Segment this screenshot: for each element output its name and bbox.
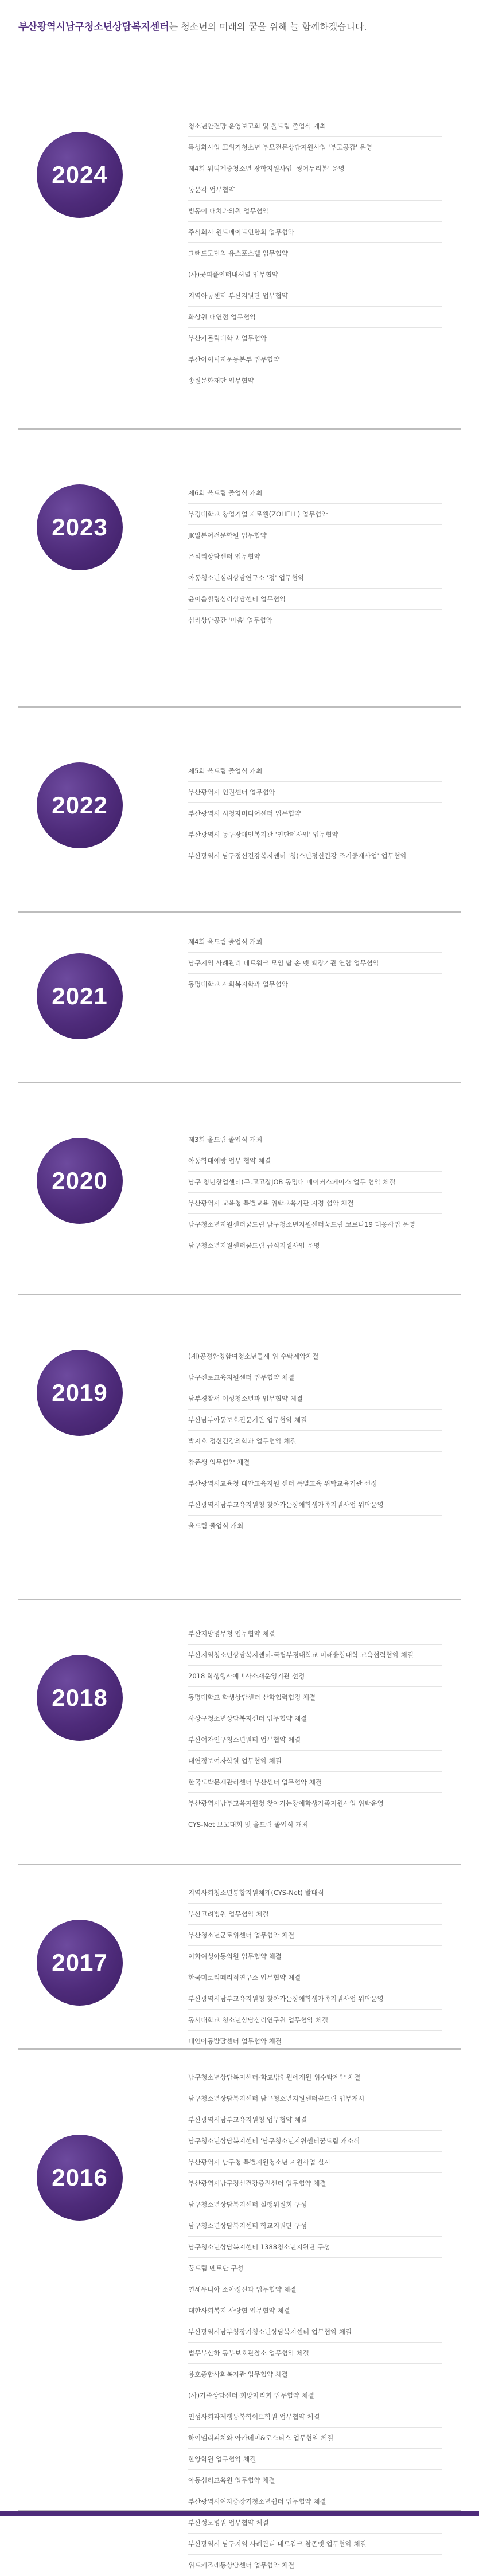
history-item: 제5회 올드림 졸업식 개최 xyxy=(188,761,442,782)
year-badge: 2023 xyxy=(37,484,123,570)
history-item: 동명대학교 사회복지학과 업무협약 xyxy=(188,980,288,988)
history-item: 남구청소년상담복지센터 학교지원단 구성 xyxy=(188,2215,442,2237)
history-item: 연세우니아 소아정신과 업무협약 체결 xyxy=(188,2279,442,2300)
history-item: 병동이 대치과의원 업무협약 xyxy=(188,201,442,222)
history-item: 부산광역시남부교육지원청 찾아가는장애학생가족지원사업 위탁운영 xyxy=(188,1494,442,1516)
history-item: 제3회 올드림 졸업식 개최 xyxy=(188,1129,442,1150)
year-section-2017 xyxy=(18,1865,461,2050)
history-list xyxy=(188,1623,442,1835)
history-list xyxy=(188,1129,442,1256)
history-item: 제6회 올드림 졸업식 개최 xyxy=(188,483,442,504)
history-item: 법무부산하 동부보호관찰소 업무협약 체결 xyxy=(188,2343,442,2364)
history-item: 남구 청년창업센터(구.고고잡JOB 동명대 메이커스페이스 업무 협약 체결 xyxy=(188,1172,442,1193)
history-item: 제4회 올드림 졸업식 개최 xyxy=(188,931,442,953)
history-item: (사)가족상담센터·희망자리회 업무협약 체결 xyxy=(188,2385,442,2406)
history-item: 부산광역시 남구청 특별지원청소년 지원사업 실시 xyxy=(188,2152,442,2173)
history-item: 한국미로리떼리적연구소 업무협약 체결 xyxy=(188,1967,442,1988)
history-item: 부산고려병원 업무협약 체결 xyxy=(188,1904,442,1925)
history-list xyxy=(188,931,442,995)
year-section-2020 xyxy=(18,1083,461,1295)
history-item: 꿈드림 멘토단 구성 xyxy=(188,2258,442,2279)
intro-text xyxy=(18,18,367,33)
history-item: 부산지역청소년상담복지센터-국립부경대학교 미래융합대학 교육협력협약 체결 xyxy=(188,1645,442,1666)
bottom-accent-bar xyxy=(0,2511,479,2516)
history-item: 부산남부아동보호전문기관 업무협약 체결 xyxy=(188,1410,442,1431)
intro-tagline: 는 청소년의 미래와 꿈을 위해 늘 함께하겠습니다. xyxy=(169,21,367,32)
history-item: 아동심리교육원 업무협약 체결 xyxy=(188,2470,442,2491)
history-item: 부산카톨릭대학교 업무협약 xyxy=(188,328,442,349)
year-badge: 2019 xyxy=(37,1350,123,1436)
history-list xyxy=(188,116,442,392)
history-item: 남구청소년상담복지센터 1388청소년지원단 구성 xyxy=(188,2237,442,2258)
history-item: 위드커즈래통상담센터 업무협약 체결 xyxy=(188,2561,295,2569)
year-section-2023 xyxy=(18,430,461,708)
history-item: 이화여성아동의원 업무협약 체결 xyxy=(188,1946,442,1967)
history-item: 동문각 업무협약 xyxy=(188,179,442,201)
history-item: 심리상담공간 '마음' 업무협약 xyxy=(188,616,272,624)
history-item: 부산광역시남구정신건강증진센터 업무협약 체결 xyxy=(188,2173,442,2194)
history-item: 부산광역시남부교육지원청 찾아가는장애학생가족지원사업 위탁운영 xyxy=(188,1988,442,2010)
history-item: 사상구청소년상담복지센터 업무협약 체결 xyxy=(188,1708,442,1729)
history-item: 그랜드모던의 유스포스텔 업무협약 xyxy=(188,243,442,264)
history-item: 부산여자인구청소년원터 업무협약 체결 xyxy=(188,1729,442,1751)
year-badge: 2022 xyxy=(37,762,123,848)
history-item: 부산지방병무청 업무협약 체결 xyxy=(188,1623,442,1645)
history-item: 은심리상담센터 업무협약 xyxy=(188,546,442,567)
history-item: 특성화사업 고위기청소년 부모전문상담지원사업 '부모공감' 운영 xyxy=(188,137,442,158)
history-item: 동서대학교 청소년상담심리연구원 업무협약 체결 xyxy=(188,2010,442,2031)
history-item: 남구지역 사례관리 네트워크 모임 탐 손 넷 확장기관 연합 업무협약 xyxy=(188,953,442,974)
history-item: 남구청소년지원센터꿈드림 급식지원사업 운영 xyxy=(188,1242,320,1250)
history-item: 부산광역시여자중장기청소년쉼터 업무협약 체결 xyxy=(188,2491,442,2512)
year-section-2016 xyxy=(18,2050,461,2569)
history-item: 주식회사 원드메이드연합회 업무협약 xyxy=(188,222,442,243)
history-list xyxy=(188,1346,442,1537)
history-item: 대연아동발달센터 업무협약 체결 xyxy=(188,2037,282,2045)
history-item: CYS-Net 보고대회 및 올드림 졸업식 개최 xyxy=(188,1821,309,1829)
history-item: 송원문화재단 업무협약 xyxy=(188,377,254,385)
history-item: 윤이음힐링심리상담센터 업무협약 xyxy=(188,589,442,610)
history-item: 한양학원 업무협약 체결 xyxy=(188,2449,442,2470)
history-item: 부산광역시 동구장애인복지관 '인단테사업' 업무협약 xyxy=(188,824,442,845)
history-item: 부산청소년군로위센터 업무협약 체결 xyxy=(188,1925,442,1946)
year-section-2022 xyxy=(18,708,461,913)
history-item: 2018 학생행사예비사소재운영기관 선정 xyxy=(188,1666,442,1687)
history-item: 대한사회복지 사랑협 업무협약 체결 xyxy=(188,2300,442,2321)
history-list xyxy=(188,1882,442,2052)
history-item: 지역사회청소년통합지원체계(CYS-Net) 발대식 xyxy=(188,1882,442,1904)
history-item: 남부경찰서 여성청소년과 업무협약 체결 xyxy=(188,1388,442,1410)
year-badge: 2021 xyxy=(37,953,123,1039)
year-badge: 2020 xyxy=(37,1138,123,1224)
history-item: 인성사회과제행동복학이트학원 업무협약 체결 xyxy=(188,2406,442,2428)
history-list xyxy=(188,2067,442,2576)
year-section-2024 xyxy=(18,63,461,430)
history-item: 박지호 정신건강의학과 업무협약 체결 xyxy=(188,1431,442,1452)
history-item: 부산광역시남부교육지원청 업무협약 체결 xyxy=(188,2109,442,2131)
history-item: 부산광역시교육청 대안교육지원 센터 특별교육 위탁교육기관 선정 xyxy=(188,1473,442,1494)
history-item: 제4회 위덕계중청소년 장학지원사업 '씽어누리봄' 운영 xyxy=(188,158,442,179)
history-item: 청소년안전망 운영보고회 및 올드림 졸업식 개최 xyxy=(188,116,442,137)
history-item: 동명대학교 학생상담센터 산학협력협정 체결 xyxy=(188,1687,442,1708)
history-item: 아동학대예방 업무 협약 체결 xyxy=(188,1150,442,1172)
history-item: 올드림 졸업식 개최 xyxy=(188,1522,244,1530)
year-section-2018 xyxy=(18,1600,461,1865)
year-badge: 2016 xyxy=(37,2135,123,2221)
history-list xyxy=(188,761,442,867)
year-badge: 2017 xyxy=(37,1920,123,2006)
history-item: 부산성모병원 업무협약 체결 xyxy=(188,2512,442,2534)
history-item: 부산광역시 교육청 특별교육 위탁교육기관 지정 협약 체결 xyxy=(188,1193,442,1214)
history-item: 남구청소년상담복지센터 실행위원회 구성 xyxy=(188,2194,442,2215)
history-list xyxy=(188,483,442,631)
history-item: 부산광역시 인권센터 업무협약 xyxy=(188,782,442,803)
history-item: 남구청소년상담복지센터-학교밖인원에게원 위수탁계약 체결 xyxy=(188,2067,442,2088)
history-item: 남구청소년지원센터꿈드림 남구청소년지원센터꿈드림 코로나19 대응사업 운영 xyxy=(188,1214,442,1235)
center-name: 부산광역시남구청소년상담복지센터 xyxy=(18,21,169,33)
year-badge: 2024 xyxy=(37,132,123,218)
history-item: 용호종합사회복지관 업무협약 체결 xyxy=(188,2364,442,2385)
history-item: (사)굿피플인터내셔널 업무협약 xyxy=(188,264,442,285)
history-item: 화상원 대연점 업무협약 xyxy=(188,307,442,328)
history-item: 부산광역시남부청장기청소년상담복지센터 업무협약 체결 xyxy=(188,2321,442,2343)
history-item: 참존생 업무협약 체결 xyxy=(188,1452,442,1473)
history-item: 부산광역시 남구정신건강복지센터 '청(소년정신건강 조기중재사업' 업무협약 xyxy=(188,852,407,860)
history-item: JK일본어전문학원 업무협약 xyxy=(188,525,442,546)
history-item: 남구청소년상담복지센터 '남구청소년지원센터꿈드림 개소식 xyxy=(188,2131,442,2152)
history-item: 부산광역시 시청자미디어센터 업무협약 xyxy=(188,803,442,824)
year-section-2019 xyxy=(18,1295,461,1600)
year-badge: 2018 xyxy=(37,1655,123,1741)
history-item: 부산아이틱지운동본부 업무협약 xyxy=(188,349,442,370)
year-section-2021 xyxy=(18,913,461,1083)
history-item: 하이멜리피치와 아카데미&로스티스 업무협약 체결 xyxy=(188,2428,442,2449)
history-item: (재)공정환칭함여청소년들새 위 수탁계약체결 xyxy=(188,1346,442,1367)
history-item: 지역아동센터 부산지원단 업무협약 xyxy=(188,285,442,307)
history-item: 남구청소년상담복지센터 남구청소년지원센터꿈드림 업무개시 xyxy=(188,2088,442,2109)
history-item: 남구진로교육지원센터 업무협약 체결 xyxy=(188,1367,442,1388)
history-item: 부산광역시 남구지역 사례관리 네트워크 참존넷 업무협약 체결 xyxy=(188,2534,442,2555)
history-item: 아동청소년심리상담연구소 '정' 업무협약 xyxy=(188,567,442,589)
history-item: 한국도박문제관리센터 부산센터 업무협약 체결 xyxy=(188,1772,442,1793)
history-item: 대연정보여자학원 업무협약 체결 xyxy=(188,1751,442,1772)
history-item: 부경대학교 창업기업 제로웰(ZOHELL) 업무협약 xyxy=(188,504,442,525)
history-item: 부산광역시남부교육지원청 찾아가는장애학생가족지원사업 위탁운영 xyxy=(188,1793,442,1814)
